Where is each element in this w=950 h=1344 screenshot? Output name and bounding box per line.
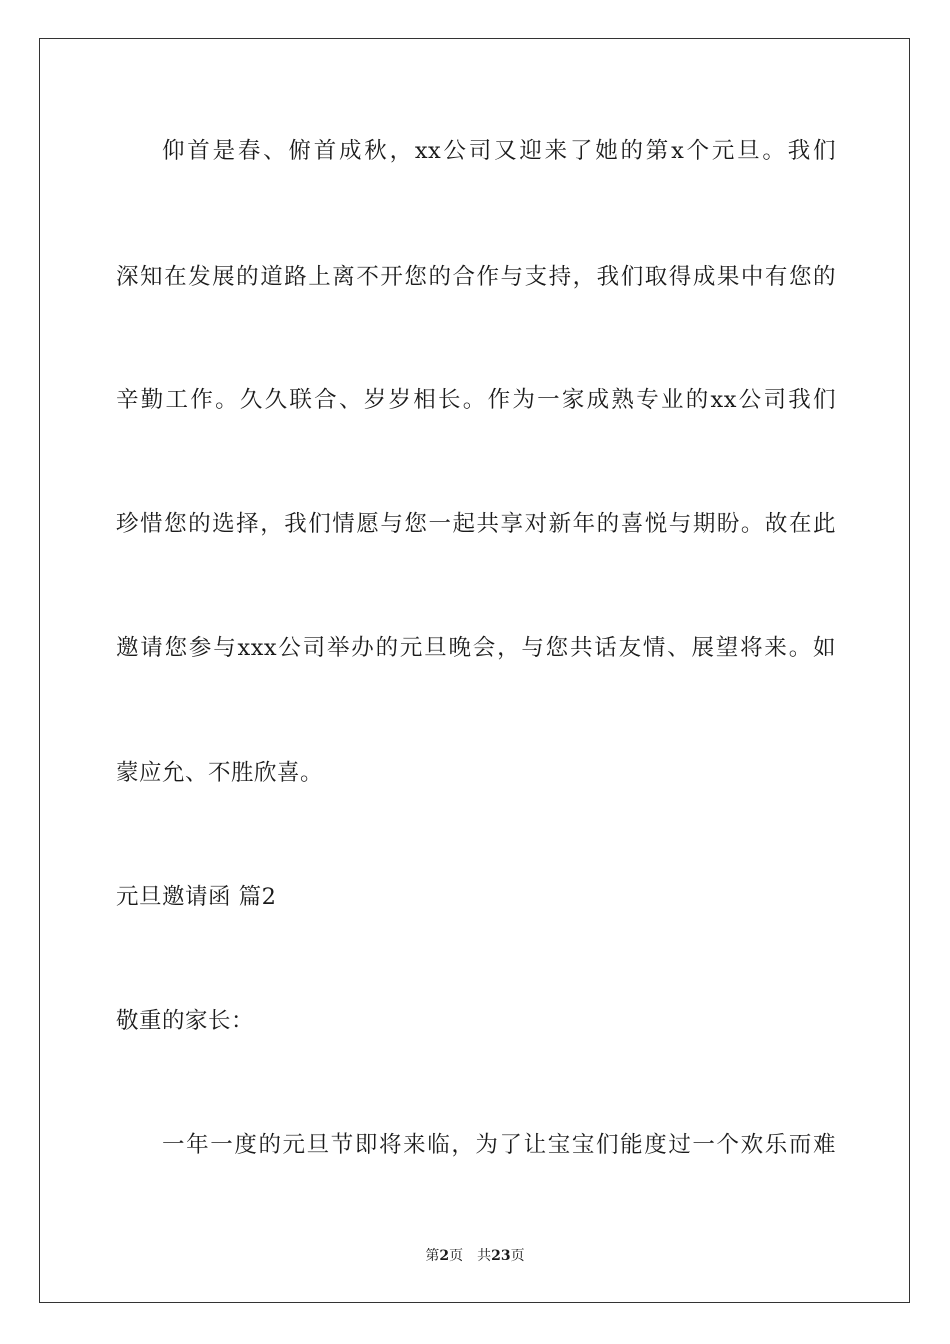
paragraph-1-line-1: 仰首是春、俯首成秋，xx公司又迎来了她的第x个元旦。我们 xyxy=(162,138,836,164)
salutation: 敬重的家长： xyxy=(116,1008,255,1034)
paragraph-1-line-5: 邀请您参与xxx公司举办的元旦晚会，与您共话友情、展望将来。如 xyxy=(116,635,836,661)
footer-middle: 页 共 xyxy=(449,1248,492,1264)
section-heading: 元旦邀请函 篇2 xyxy=(116,884,277,910)
paragraph-2-line-1: 一年一度的元旦节即将来临，为了让宝宝们能度过一个欢乐而难 xyxy=(162,1132,836,1158)
page-footer xyxy=(0,1246,950,1266)
paragraph-1-line-3: 辛勤工作。久久联合、岁岁相长。作为一家成熟专业的xx公司我们 xyxy=(116,387,836,413)
footer-suffix: 页 xyxy=(510,1248,525,1264)
paragraph-1-line-4: 珍惜您的选择，我们情愿与您一起共享对新年的喜悦与期盼。故在此 xyxy=(116,511,836,537)
page-border xyxy=(39,38,910,1303)
current-page-number: 2 xyxy=(439,1248,450,1264)
footer-prefix: 第 xyxy=(425,1248,440,1264)
paragraph-1-line-6: 蒙应允、不胜欣喜。 xyxy=(116,760,324,786)
paragraph-1-line-2: 深知在发展的道路上离不开您的合作与支持，我们取得成果中有您的 xyxy=(116,264,836,290)
total-pages-number: 23 xyxy=(491,1248,511,1264)
